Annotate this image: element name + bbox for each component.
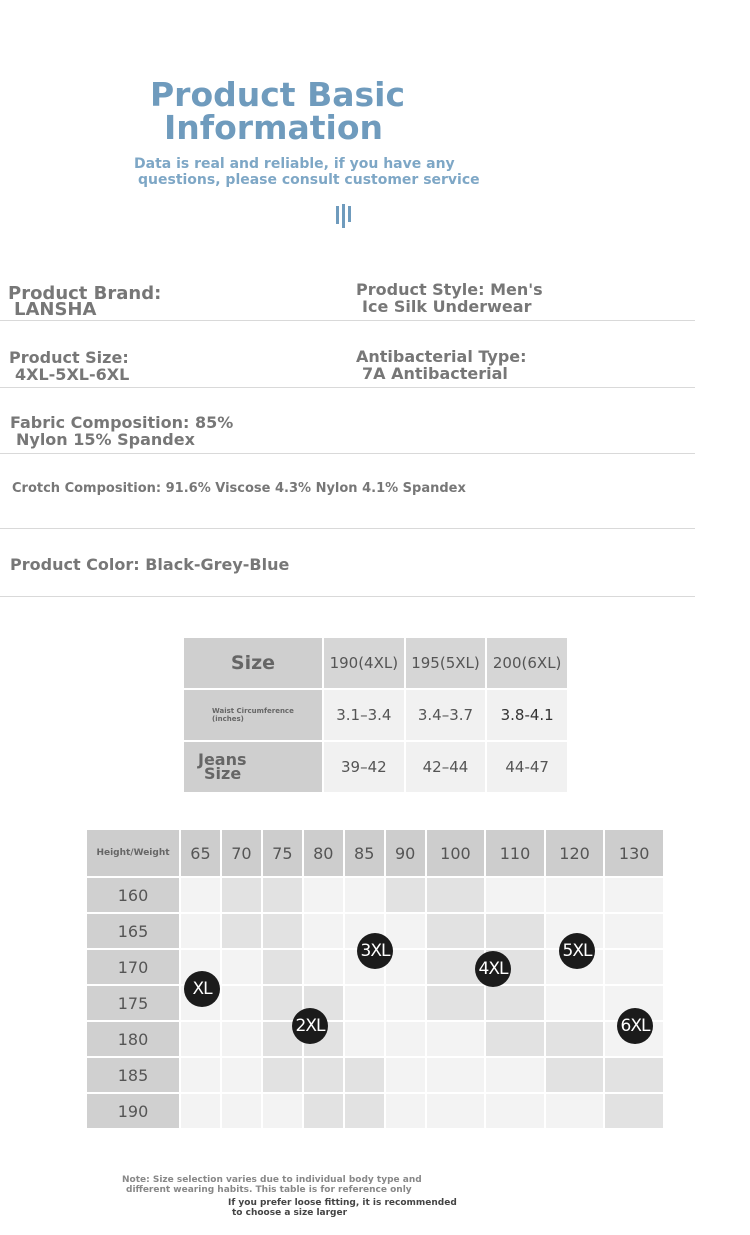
style-label: Product Style: Men's — [356, 280, 543, 299]
size-header: Size — [183, 637, 323, 689]
jeans-value: 42–44 — [405, 741, 487, 793]
product-color: Product Color: Black-Grey-Blue — [10, 555, 290, 574]
weight-header: 85 — [344, 829, 385, 877]
size-label: Product Size: — [9, 348, 129, 367]
page-title — [150, 75, 406, 147]
title-line-1: Product Basic — [150, 75, 406, 114]
size-badge-2xl: 2XL — [292, 1008, 328, 1044]
size-badge-5xl: 5XL — [559, 933, 595, 969]
product-brand — [8, 283, 162, 320]
weight-header: 90 — [385, 829, 426, 877]
weight-header: 120 — [545, 829, 605, 877]
grid-row — [86, 985, 664, 1021]
grid-corner-label: Height/Weight — [86, 829, 180, 877]
fabric-composition — [10, 414, 233, 448]
height-label: 185 — [86, 1057, 180, 1093]
size-col-4xl: 190(4XL) — [323, 637, 405, 689]
antibacterial-type — [356, 348, 527, 382]
height-label: 170 — [86, 949, 180, 985]
divider — [0, 387, 695, 388]
jeans-label-line-2: Size — [204, 764, 242, 783]
crotch-composition: Crotch Composition: 91.6% Viscose 4.3% Nylon 4.1% Spandex — [12, 481, 466, 496]
size-badge-3xl: 3XL — [357, 933, 393, 969]
weight-header: 75 — [262, 829, 303, 877]
weight-header: 80 — [303, 829, 344, 877]
fabric-label: Fabric Composition: 85% — [10, 413, 234, 432]
title-line-2: Information — [164, 108, 383, 147]
waist-value: 3.4–3.7 — [405, 689, 487, 741]
size-table — [182, 636, 569, 794]
weight-header: 130 — [604, 829, 664, 877]
height-label: 175 — [86, 985, 180, 1021]
page-subtitle — [134, 156, 480, 188]
loose-fit-note — [228, 1198, 457, 1218]
grid-row — [86, 877, 664, 913]
brand-label: Product Brand: — [8, 283, 162, 304]
antibacterial-label: Antibacterial Type: — [356, 347, 527, 366]
decorative-bars-icon — [336, 204, 356, 228]
note-line-2: different wearing habits. This table is for reference only — [126, 1185, 412, 1195]
height-label: 180 — [86, 1021, 180, 1057]
jeans-label-line-1: Jeans — [198, 750, 247, 769]
weight-header: 65 — [180, 829, 221, 877]
antibacterial-value: 7A Antibacterial — [362, 364, 508, 383]
size-badge-4xl: 4XL — [475, 951, 511, 987]
size-note — [122, 1175, 422, 1195]
divider — [0, 596, 695, 597]
size-col-5xl: 195(5XL) — [405, 637, 487, 689]
height-label: 165 — [86, 913, 180, 949]
product-style — [356, 281, 543, 315]
divider — [0, 320, 695, 321]
height-label: 160 — [86, 877, 180, 913]
subtitle-line-1: Data is real and reliable, if you have any — [134, 156, 455, 172]
style-value: Ice Silk Underwear — [362, 297, 532, 316]
product-size — [9, 349, 129, 383]
jeans-value: 44-47 — [486, 741, 568, 793]
jeans-value: 39–42 — [323, 741, 405, 793]
size-badge-6xl: 6XL — [617, 1008, 653, 1044]
height-label: 190 — [86, 1093, 180, 1129]
grid-row — [86, 1021, 664, 1057]
weight-header: 110 — [485, 829, 545, 877]
height-weight-grid — [85, 828, 665, 1130]
waist-label: Waist Circumference (inches) — [183, 689, 323, 741]
size-col-6xl: 200(6XL) — [486, 637, 568, 689]
note-line-1: Note: Size selection varies due to individual body type and — [122, 1175, 422, 1185]
loose-note-line-2: to choose a size larger — [232, 1208, 348, 1218]
jeans-label — [183, 741, 323, 793]
weight-header: 100 — [426, 829, 486, 877]
size-value: 4XL-5XL-6XL — [15, 365, 130, 384]
size-badge-xl: XL — [184, 971, 220, 1007]
divider — [0, 528, 695, 529]
loose-note-line-1: If you prefer loose fitting, it is recommended — [228, 1198, 457, 1208]
weight-header: 70 — [221, 829, 262, 877]
subtitle-line-2: questions, please consult customer service — [138, 172, 480, 188]
brand-value: LANSHA — [14, 299, 97, 320]
waist-value: 3.1–3.4 — [323, 689, 405, 741]
divider — [0, 453, 695, 454]
waist-value: 3.8-4.1 — [486, 689, 568, 741]
fabric-value: Nylon 15% Spandex — [16, 430, 195, 449]
grid-row — [86, 1093, 664, 1129]
grid-row — [86, 1057, 664, 1093]
